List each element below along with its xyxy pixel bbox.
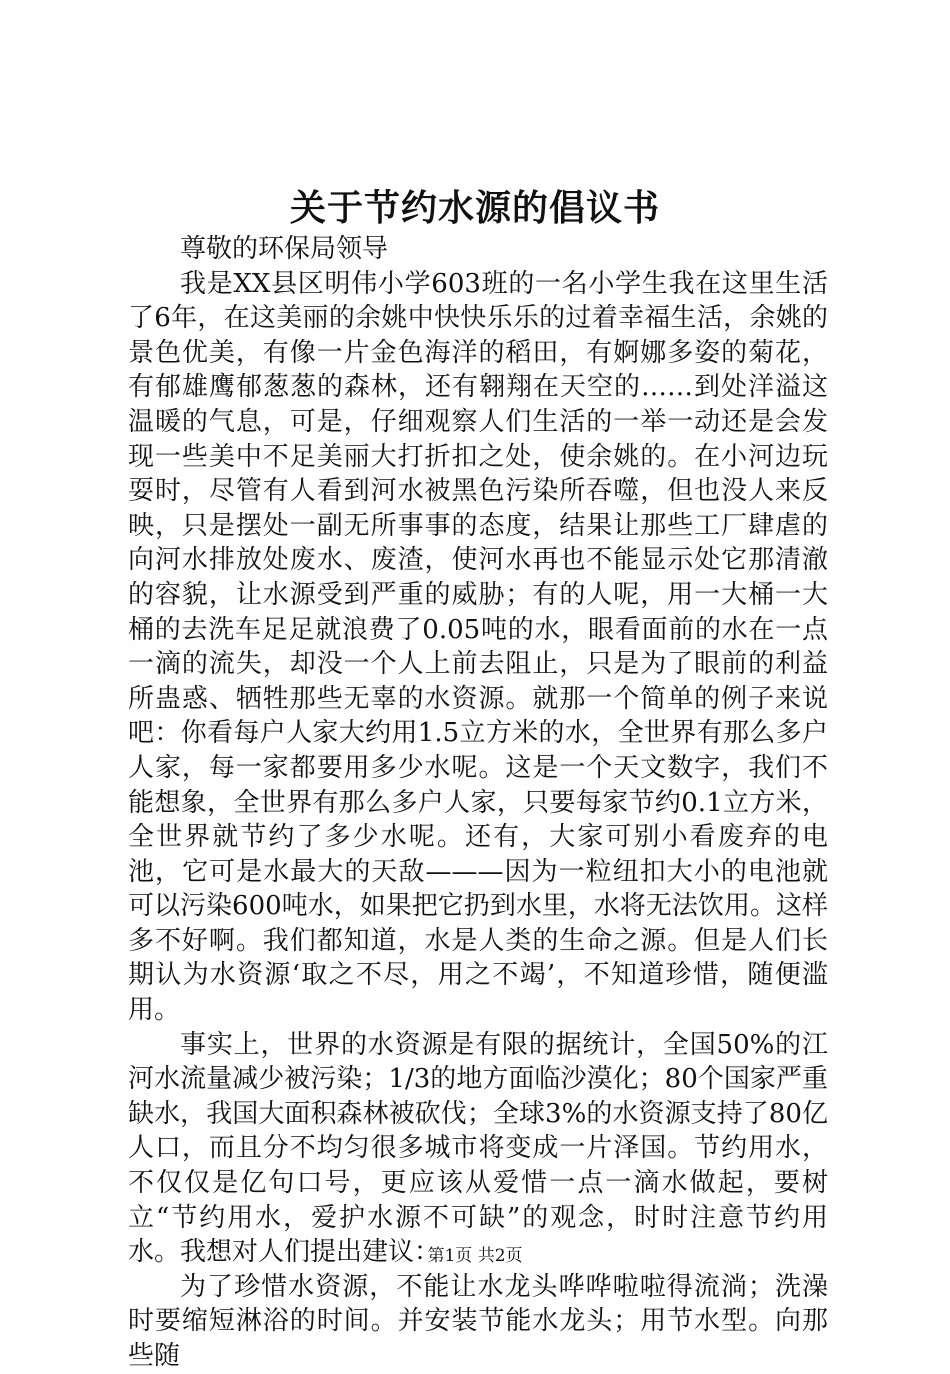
page-footer (0, 1244, 950, 1268)
document-title: 关于节约水源的倡议书 (289, 187, 660, 229)
page-number-indicator: 第1页 共2页 (427, 1246, 523, 1266)
paragraph-1: 我是XX县区明伟小学603班的一名小学生我在这里生活了6年，在这美丽的余姚中快快乐乐的过着幸福生活，余姚的景色优美，有像一片金色海洋的稻田，有婀娜多姿的菊花，有郁雄鹰郁葱葱的森林，还有翱翔在天空的……到处洋溢这温暖的气息，可是，仔细观察人们生活的一举一动还是会发现一些美中不足美丽大打折扣之处，使余姚的。在小河边玩耍时，尽管有人看到河水被黑色污染所吞噬，但也没人来反映，只是摆处一副无所事事的态度，结果让那些工厂肆虐的向河水排放处废水、废渣，使河水再也不能显示处它那清澈的容貌，让水源受到严重的威胁；有的人呢，用一大桶一大桶的去洗车足足就浪费了0.05吨的水，眼看面前的水在一点一滴的流失，却没一个人上前去阻止，只是为了眼前的利益所蛊惑、牺牲那些无辜的水资源。就那一个简单的例子来说吧：你看每户人家大约用1.5立方米的水，全世界有那么多户人家，每一家都要用多少水呢。这是一个天文数字，我们不能想象，全世界有那么多户人家，只要每家节约0.1立方米，全世界就节约了多少水呢。还有，大家可别小看废弃的电池，它可是水最大的天敌———因为一粒纽扣大小的电池就可以污染600吨水，如果把它扔到水里，水将无法饮用。这样多不好啊。我们都知道，水是人类的生命之源。但是人们长期认为水资源‘取之不尽，用之不竭’，不知道珍惜，随便滥用。 (128, 268, 828, 1026)
document-body (128, 232, 828, 1374)
paragraph-3: 为了珍惜水资源，不能让水龙头哗哗啦啦得流淌；洗澡时要缩短淋浴的时间。并安装节能水龙头；用节水型。向那些随 (128, 1271, 828, 1371)
paragraph-2: 事实上，世界的水资源是有限的据统计，全国50%的江河水流量减少被污染；1/3的地方面临沙漠化；80个国家严重缺水，我国大面积森林被砍伐；全球3%的水资源支持了80亿人口，而且分不均匀很多城市将变成一片泽国。节约用水，不仅仅是亿句口号，更应该从爱惜一点一滴水做起，要树立“节约用水，爱护水源不可缺”的观念，时时注意节约用水。我想对人们提出建议： (128, 1029, 828, 1268)
salutation: 尊敬的环保局领导 (180, 234, 389, 264)
